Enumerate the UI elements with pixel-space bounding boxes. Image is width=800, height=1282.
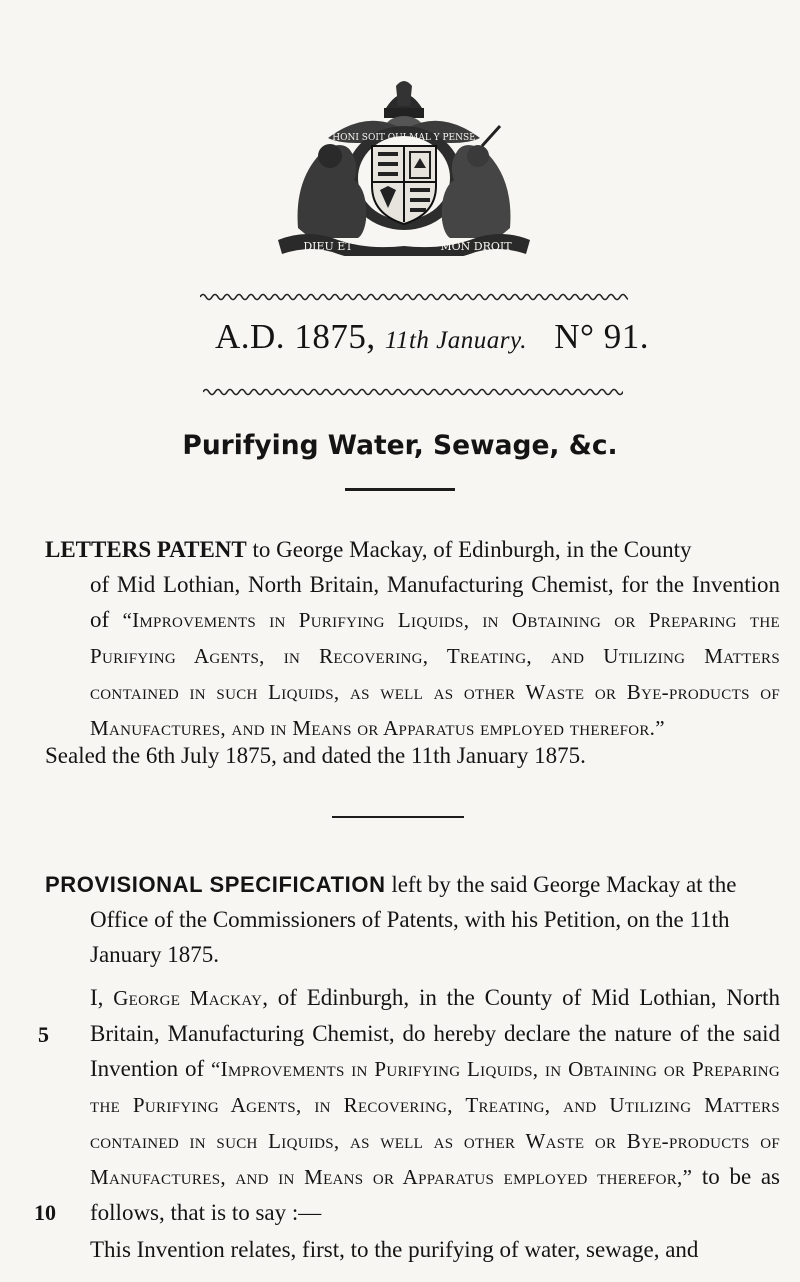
ad-label: A.D. [215,317,286,356]
patent-date: 11th January. [384,327,527,354]
letters-patent-first-line [45,532,780,567]
letters-patent-heading: LETTERS PATENT [45,537,247,562]
letters-patent-body [90,567,780,746]
declaration-closing: to be as follows, that is to say :— [90,1164,780,1225]
garter-motto: HONI SOIT QUI MAL Y PENSE [332,133,476,143]
provisional-line1: left by the said George Mackay at the [385,872,737,897]
wavy-rule-bottom [203,387,623,397]
patent-number: N° 91. [554,317,649,356]
declaration-opening: I, [90,985,114,1010]
letters-patent-paragraph [45,532,780,746]
patent-year: 1875, [294,317,376,356]
declarant-name: George Mackay [113,986,263,1010]
letters-patent-line1: to George Mackay, of Edinburgh, in the County [246,537,692,562]
wavy-rule-top [200,292,628,302]
coat-of-arms-graphic [268,78,540,256]
section-divider [345,488,455,491]
letters-patent-text: of Mid Lothian, North Britain, Manufacturing Chemist, for the Invention of [90,572,780,632]
provisional-first-line [45,867,780,902]
motto-right: MON DROIT [440,240,512,253]
line-number-5: 5 [38,1022,49,1047]
provisional-specification-paragraph [45,867,780,972]
declaration-paragraph [90,980,780,1230]
section-divider [332,816,464,818]
motto-left: DIEU ET [303,240,353,253]
provisional-heading: PROVISIONAL SPECIFICATION [45,872,386,897]
declaration-text: , of Edinburgh, in the County of Mid Lothian, North Britain, Manufacturing Chemist, do hereby declare the nature of the said Invention of [90,985,780,1081]
letters-patent-invention-title: “Improvements in Purifying Liquids, in Obtaining or Preparing the Purifying Agents, in Recovering, Treating, and Utilizing Matters contained in such Liquids, as well as other Waste or Bye-products of Manufactures, and in Means or Apparatus employed therefor.” [90,608,780,740]
patent-title: Purifying Water, Sewage, &c. [182,430,618,461]
invention-intro-line: This Invention relates, first, to the purifying of water, sewage, and [90,1237,699,1262]
provisional-rest: Office of the Commissioners of Patents, with his Petition, on the 11th January 1875. [90,907,730,967]
royal-coat-of-arms [268,78,540,256]
line-number-10: 10 [34,1200,56,1225]
declaration-invention-title: “Improvements in Purifying Liquids, in Obtaining or Preparing the Purifying Agents, in Recovering, Treating, and Utilizing Matters contained in such Liquids, as well as other Waste or Bye-products of Manufactures, and in Means or Apparatus employed therefor,” [90,1057,780,1189]
sealed-line: Sealed the 6th July 1875, and dated the 11th January 1875. [45,743,586,768]
patent-record-line [215,317,649,357]
